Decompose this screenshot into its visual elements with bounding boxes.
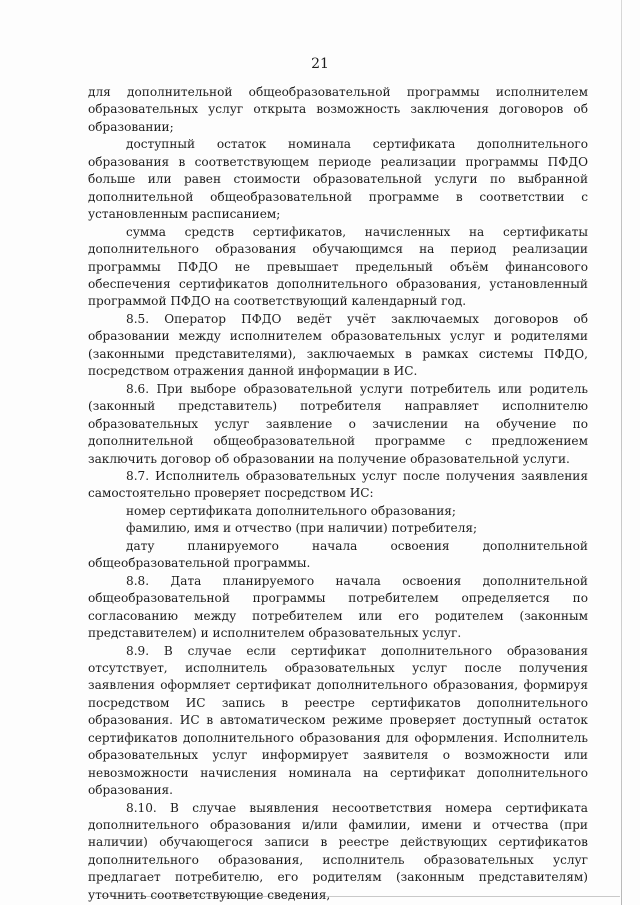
page-number: 21: [311, 56, 329, 72]
paragraph: 8.7. Исполнитель образовательных услуг после получения заявления самостоятельно проверяет посредством ИС:: [88, 468, 588, 501]
body-text: [88, 84, 588, 904]
paragraph: 8.10. В случае выявления несоответствия номера сертификата дополнительного образования и/или фамилии, имени и отчества (при наличии) обучающегося записи в реестре действующих сертификатов дополнительного образования, исполнитель образовательных услуг предлагает потребителю, его родителям (законным представителям) уточнить соответствующие сведения,: [88, 800, 588, 902]
paragraph: 8.9. В случае если сертификат дополнительного образования отсутствует, исполнитель образовательных услуг после получения заявления оформляет сертификат дополнительного образования, формируя посредством ИС запись в реестре сертификатов дополнительного образования. ИС в автоматическом режиме проверяет доступный остаток сертификатов дополнительного образования для оформления. Исполнитель образовательных услуг информирует заявителя о возможности или невозможности начисления номинала на сертификат дополнительного образования.: [88, 643, 588, 798]
scan-edge-right: [621, 0, 622, 905]
paragraph: для дополнительной общеобразовательной программы исполнителем образовательных услуг открыта возможность заключения договоров об образовании;: [88, 85, 588, 134]
paragraph: доступный остаток номинала сертификата дополнительного образования в соответствующем периоде реализации программы ПФДО больше или равен стоимости образовательной услуги по выбранной дополнительной общеобразовательной программе в соответствии с установленным расписанием;: [88, 137, 588, 222]
paragraph: 8.8. Дата планируемого начала освоения дополнительной общеобразовательной программы потребителем определяется по согласованию между потребителем или его родителем (законным представителем) и исполнителем образовательных услуг.: [88, 573, 588, 641]
paragraph: номер сертификата дополнительного образования;: [126, 503, 456, 518]
paragraph: фамилию, имя и отчество (при наличии) потребителя;: [126, 521, 478, 536]
paragraph: 8.6. При выборе образовательной услуги потребитель или родитель (законный представитель) потребителя направляет исполнителю образовательных услуг заявление о зачислении на обучение по дополнительной общеобразовательной программе с предложением заключить договор об образовании на получение образовательной услуги.: [88, 381, 588, 466]
paragraph: сумма средств сертификатов, начисленных на сертификаты дополнительного образования обучающимся на период реализации программы ПФДО не превышает предельный объём финансового обеспечения сертификатов дополнительного образования, установленный программой ПФДО на соответствующий календарный год.: [88, 224, 588, 309]
paragraph: 8.5. Оператор ПФДО ведёт учёт заключаемых договоров об образовании между исполнителем образовательных услуг и родителями (законными представителями), заключаемых в рамках системы ПФДО, посредством отражения данной информации в ИС.: [88, 311, 588, 379]
paragraph: дату планируемого начала освоения дополнительной общеобразовательной программы.: [88, 538, 588, 571]
